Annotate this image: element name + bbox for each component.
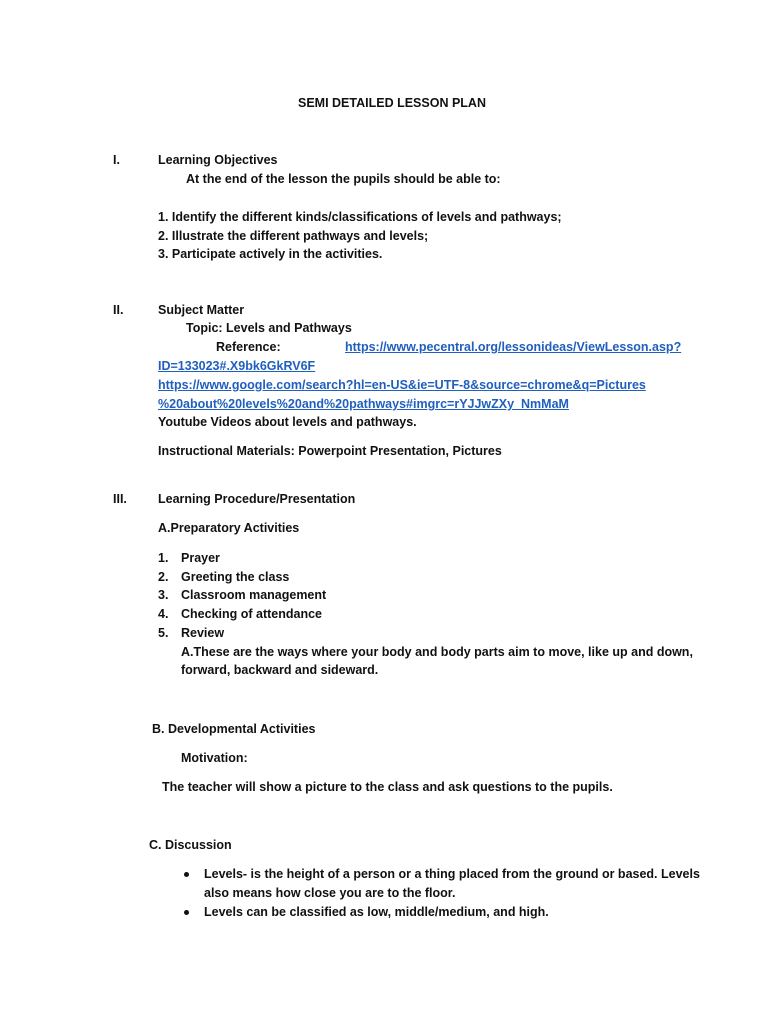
objective-item: 1. Identify the different kinds/classifications of levels and pathways; xyxy=(158,210,562,224)
discussion-bullet-1-line-1: Levels- is the height of a person or a thing placed from the ground or based. Levels xyxy=(204,867,700,881)
motivation-text: The teacher will show a picture to the class and ask questions to the pupils. xyxy=(162,780,613,794)
prep-item-label: Checking of attendance xyxy=(181,607,322,621)
discussion-bullet-2: Levels can be classified as low, middle/medium, and high. xyxy=(204,905,549,919)
prep-item-number: 2. xyxy=(158,570,169,584)
review-text-line-2: forward, backward and sideward. xyxy=(181,663,379,677)
reference-link-pecentral[interactable]: https://www.pecentral.org/lessonideas/ViewLesson.asp? xyxy=(345,340,682,354)
prep-item-number: 3. xyxy=(158,588,169,602)
prep-item-label: Classroom management xyxy=(181,588,327,602)
reference-link-google[interactable]: https://www.google.com/search?hl=en-US&ie=UTF-8&source=chrome&q=Pictures xyxy=(158,378,646,392)
topic-line: Topic: Levels and Pathways xyxy=(186,321,352,335)
prep-item-label: Prayer xyxy=(181,551,220,565)
section-3-heading: Learning Procedure/Presentation xyxy=(158,492,356,506)
developmental-heading: B. Developmental Activities xyxy=(152,722,316,736)
section-1-numeral: I. xyxy=(113,153,120,167)
prep-item-number: 1. xyxy=(158,551,169,565)
prep-item-label: Greeting the class xyxy=(181,570,290,584)
reference-link-pecentral-continued[interactable]: ID=133023#.X9bk6GkRV6F xyxy=(158,359,316,373)
bullet-icon xyxy=(184,910,189,915)
section-2-numeral: II. xyxy=(113,303,124,317)
section-3-numeral: III. xyxy=(113,492,127,506)
review-text-line-1: A.These are the ways where your body and body parts aim to move, like up and down, xyxy=(181,645,693,659)
objective-item: 3. Participate actively in the activities. xyxy=(158,247,383,261)
discussion-bullet-1-line-2: also means how close you are to the floor. xyxy=(204,886,456,900)
instructional-materials: Instructional Materials: Powerpoint Presentation, Pictures xyxy=(158,444,502,458)
preparatory-heading: A.Preparatory Activities xyxy=(158,521,300,535)
bullet-icon xyxy=(184,872,189,877)
section-2-heading: Subject Matter xyxy=(158,303,245,317)
prep-item-number: 4. xyxy=(158,607,169,621)
reference-label: Reference: xyxy=(216,340,281,354)
youtube-reference: Youtube Videos about levels and pathways. xyxy=(158,415,417,429)
objectives-intro: At the end of the lesson the pupils should be able to: xyxy=(186,172,501,186)
section-1-heading: Learning Objectives xyxy=(158,153,278,167)
prep-item-number: 5. xyxy=(158,626,169,640)
reference-link-google-continued[interactable]: %20about%20levels%20and%20pathways#imgrc=rYJJwZXy_NmMaM xyxy=(158,397,569,411)
page-title: SEMI DETAILED LESSON PLAN xyxy=(298,96,486,110)
objective-item: 2. Illustrate the different pathways and levels; xyxy=(158,229,429,243)
discussion-heading: C. Discussion xyxy=(149,838,232,852)
prep-item-label: Review xyxy=(181,626,225,640)
motivation-heading: Motivation: xyxy=(181,751,248,765)
